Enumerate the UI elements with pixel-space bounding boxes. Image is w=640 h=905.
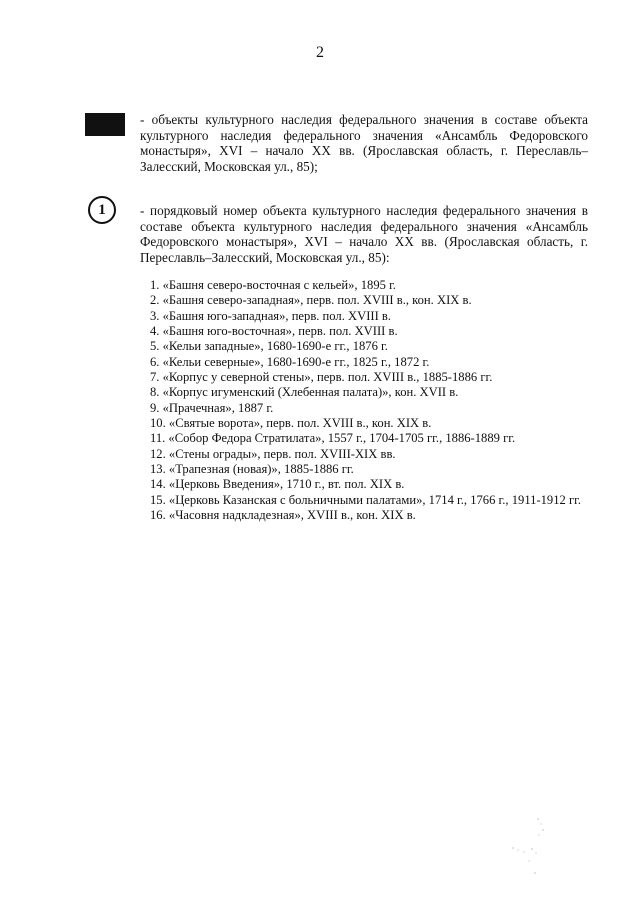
monument-item: 9. «Прачечная», 1887 г. <box>150 400 274 415</box>
scan-noise-marks <box>505 815 555 885</box>
legend-black-square-marker <box>85 113 125 136</box>
monument-item: 12. «Стены ограды», перв. пол. XVIII-XIX вв. <box>150 446 396 461</box>
page-number: 2 <box>316 44 324 61</box>
legend-circle-number: 1 <box>98 201 106 218</box>
monument-item: 1. «Башня северо-восточная с кельей», 1895 г. <box>150 278 396 292</box>
monument-item: 5. «Кельи западные», 1680-1690-е гг., 1876 г. <box>150 339 388 354</box>
monument-item: 4. «Башня юго-восточная», перв. пол. XVIII в. <box>150 324 398 339</box>
monument-item: 16. «Часовня надкладезная», XVIII в., кон. XIX в. <box>150 508 416 523</box>
monuments-list <box>150 278 581 524</box>
monument-item: 6. «Кельи северные», 1680-1690-е гг., 1825 г., 1872 г. <box>150 354 430 369</box>
monument-item: 8. «Корпус игуменский (Хлебенная палата)», кон. XVII в. <box>150 385 459 400</box>
legend-numbered-circle-marker <box>88 196 116 224</box>
monument-item: 3. «Башня юго-западная», перв. пол. XVIII в. <box>150 308 392 323</box>
monument-item: 14. «Церковь Введения», 1710 г., вт. пол. XIX в. <box>150 477 405 492</box>
monument-item: 10. «Святые ворота», перв. пол. XVIII в., кон. XIX в. <box>150 416 432 431</box>
monument-item: 7. «Корпус у северной стены», перв. пол. XVIII в., 1885-1886 гг. <box>150 370 493 385</box>
legend-ordinal-number-text: - порядковый номер объекта культурного наследия федерального значения в составе объекта культурного наследия федерального значения «Ансамбль Федоровского монастыря», XVI – начало XX вв. (Ярославская область, г. Переславль–Залесский, Московская ул., 85): <box>140 203 588 265</box>
monument-item: 2. «Башня северо-западная», перв. пол. XVIII в., кон. XIX в. <box>150 293 472 308</box>
monument-item: 15. «Церковь Казанская с больничными палатами», 1714 г., 1766 г., 1911-1912 гг. <box>150 492 582 507</box>
legend-federal-objects-text: - объекты культурного наследия федерального значения в составе объекта культурного наследия федерального значения «Ансамбль Федоровского монастыря», XVI – начало XX вв. (Ярославская область, г. Переславль–Залесский, Московская ул., 85); <box>140 112 588 174</box>
monument-item: 11. «Собор Федора Стратилата», 1557 г., 1704-1705 гг., 1886-1889 гг. <box>150 431 516 446</box>
monument-item: 13. «Трапезная (новая)», 1885-1886 гг. <box>150 462 354 477</box>
